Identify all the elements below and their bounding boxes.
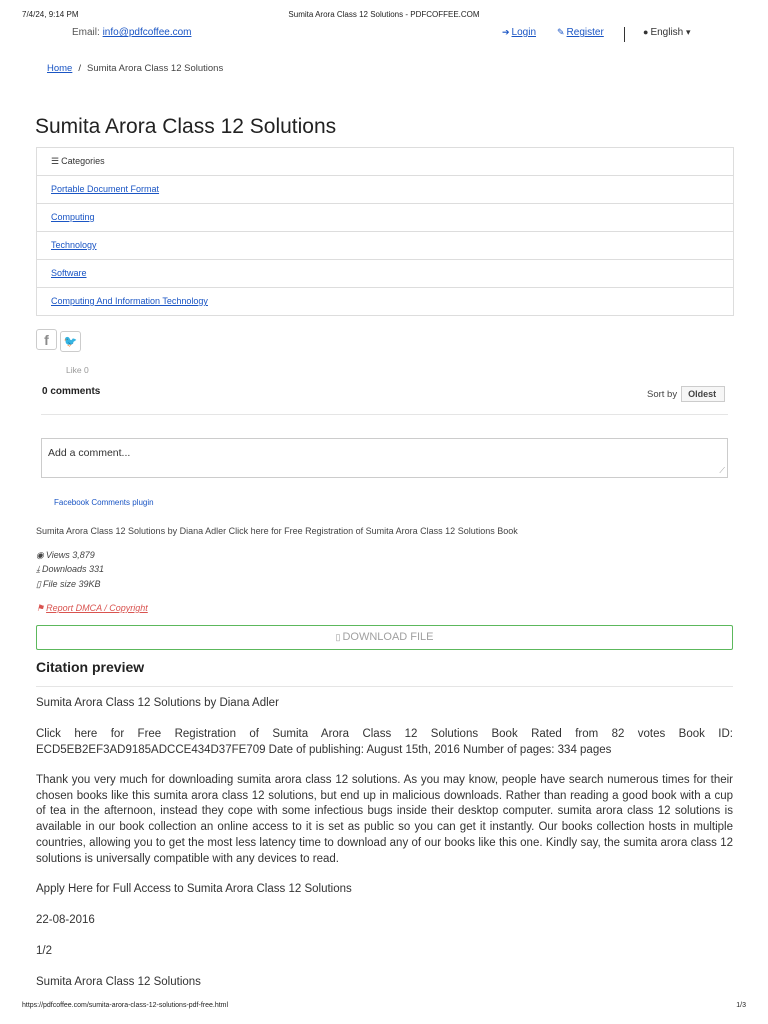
downloads-stat: [36, 564, 104, 575]
login-link[interactable]: [502, 27, 536, 38]
eye-icon: ◉: [36, 550, 44, 560]
category-item: [37, 231, 733, 259]
categories-panel: [36, 147, 734, 316]
report-link[interactable]: [36, 603, 148, 614]
views-stat: [36, 550, 95, 561]
file-size-stat: [36, 579, 100, 590]
edit-icon: ✎: [557, 27, 565, 37]
email-link[interactable]: info@pdfcoffee.com: [102, 27, 192, 38]
download-file-button[interactable]: [36, 625, 733, 650]
citation-paragraph: Sumita Arora Class 12 Solutions by Diana Adler: [36, 697, 279, 709]
downloads-label: Downloads 331: [41, 564, 105, 574]
download-icon: ⤓: [36, 564, 40, 574]
comments-divider: [41, 414, 728, 415]
citation-paragraph: Click here for Free Registration of Sumita Arora Class 12 Solutions Book Rated from 82 votes Book ID: ECD5EB2EF3AD9185ADCCE434D37FE709 Date of publishing: August 15th, 2016 Number of pages: 334 pages: [36, 728, 733, 756]
category-link[interactable]: Software: [51, 268, 87, 278]
categories-header-label: Categories: [61, 156, 105, 166]
register-label: Register: [566, 27, 604, 38]
category-link[interactable]: Computing: [51, 212, 95, 222]
citation-title: Citation preview: [36, 659, 145, 675]
breadcrumb: [47, 63, 223, 74]
twitter-icon: 🐦: [63, 336, 78, 348]
pdf-file-icon: ▯: [335, 632, 341, 642]
like-count: 0: [83, 365, 89, 375]
comment-sort: [647, 386, 725, 402]
download-label: DOWNLOAD FILE: [342, 631, 434, 643]
sign-in-icon: ➔: [502, 27, 510, 37]
like-button[interactable]: [66, 365, 89, 375]
comment-placeholder: Add a comment...: [48, 447, 131, 459]
facebook-icon: f: [44, 332, 49, 348]
sort-select[interactable]: Oldest: [681, 386, 725, 402]
citation-paragraph: 1/2: [36, 945, 52, 957]
email-info: [72, 27, 191, 38]
topbar: [0, 27, 768, 43]
globe-icon: ●: [643, 27, 649, 37]
language-dropdown[interactable]: [643, 27, 693, 38]
report-label: Report DMCA / Copyright: [46, 603, 148, 613]
breadcrumb-current: Sumita Arora Class 12 Solutions: [86, 63, 224, 74]
facebook-comments-plugin-link[interactable]: Facebook Comments plugin: [54, 498, 154, 507]
category-link[interactable]: Computing And Information Technology: [51, 296, 208, 306]
like-label: Like: [66, 365, 82, 375]
citation-divider: [36, 686, 733, 687]
print-date: 7/4/24, 9:14 PM: [22, 10, 79, 19]
category-link[interactable]: Portable Document Format: [51, 184, 160, 194]
page-title: Sumita Arora Class 12 Solutions: [35, 115, 337, 138]
caret-down-icon: ▾: [686, 27, 691, 37]
views-label: Views 3,879: [45, 550, 95, 560]
file-size-label: File size 39KB: [42, 579, 101, 589]
comments-count: 0 comments: [42, 386, 101, 397]
breadcrumb-home[interactable]: Home: [47, 63, 73, 74]
category-item: [37, 287, 733, 315]
resize-handle-icon[interactable]: ⟋: [719, 466, 725, 475]
file-icon: ▯: [36, 579, 41, 589]
language-label: English: [650, 27, 684, 38]
register-link[interactable]: [557, 27, 604, 38]
sort-label: Sort by: [647, 389, 678, 400]
print-url: https://pdfcoffee.com/sumita-arora-class-12-solutions-pdf-free.html: [22, 1002, 229, 1009]
social-share: [36, 329, 84, 352]
category-item: [37, 175, 733, 203]
citation-paragraph: 22-08-2016: [36, 914, 95, 926]
twitter-share-button[interactable]: [60, 331, 81, 352]
email-label: Email:: [72, 27, 100, 38]
print-title: Sumita Arora Class 12 Solutions - PDFCOFFEE.COM: [288, 10, 480, 19]
category-item: [37, 259, 733, 287]
list-icon: ☰: [51, 156, 60, 166]
comment-input[interactable]: [41, 438, 728, 478]
flag-icon: ⚑: [36, 603, 45, 613]
breadcrumb-separator: /: [78, 63, 81, 74]
citation-paragraph: Thank you very much for downloading sumita arora class 12 solutions. As you may know, people have search numerous times for their chosen books like this sumita arora class 12 solutions, but end up in malicious downloads. Rather than reading a good book with a cup of tea in the afternoon, instead they cope with some infectious bugs inside their desktop computer. sumita arora class 12 solutions is available in our book collection an online access to it is set as public so you can get it instantly. Our books collection hosts in multiple countries, allowing you to get the most less latency time to download any of our books like this one. Kindly say, the sumita arora class 12 solutions is universally compatible with any devices to read.: [36, 774, 733, 865]
topbar-divider: [624, 27, 625, 42]
citation-paragraph: Apply Here for Full Access to Sumita Arora Class 12 Solutions: [36, 883, 352, 895]
print-page-number: 1/3: [736, 1002, 746, 1009]
category-link[interactable]: Technology: [51, 240, 97, 250]
categories-header: [37, 147, 733, 175]
category-item: [37, 203, 733, 231]
citation-paragraph: Sumita Arora Class 12 Solutions: [36, 976, 201, 988]
facebook-share-button[interactable]: [36, 329, 57, 350]
login-label: Login: [511, 27, 537, 38]
document-summary: Sumita Arora Class 12 Solutions by Diana Adler Click here for Free Registration of Sumita Arora Class 12 Solutions Book: [36, 526, 518, 536]
